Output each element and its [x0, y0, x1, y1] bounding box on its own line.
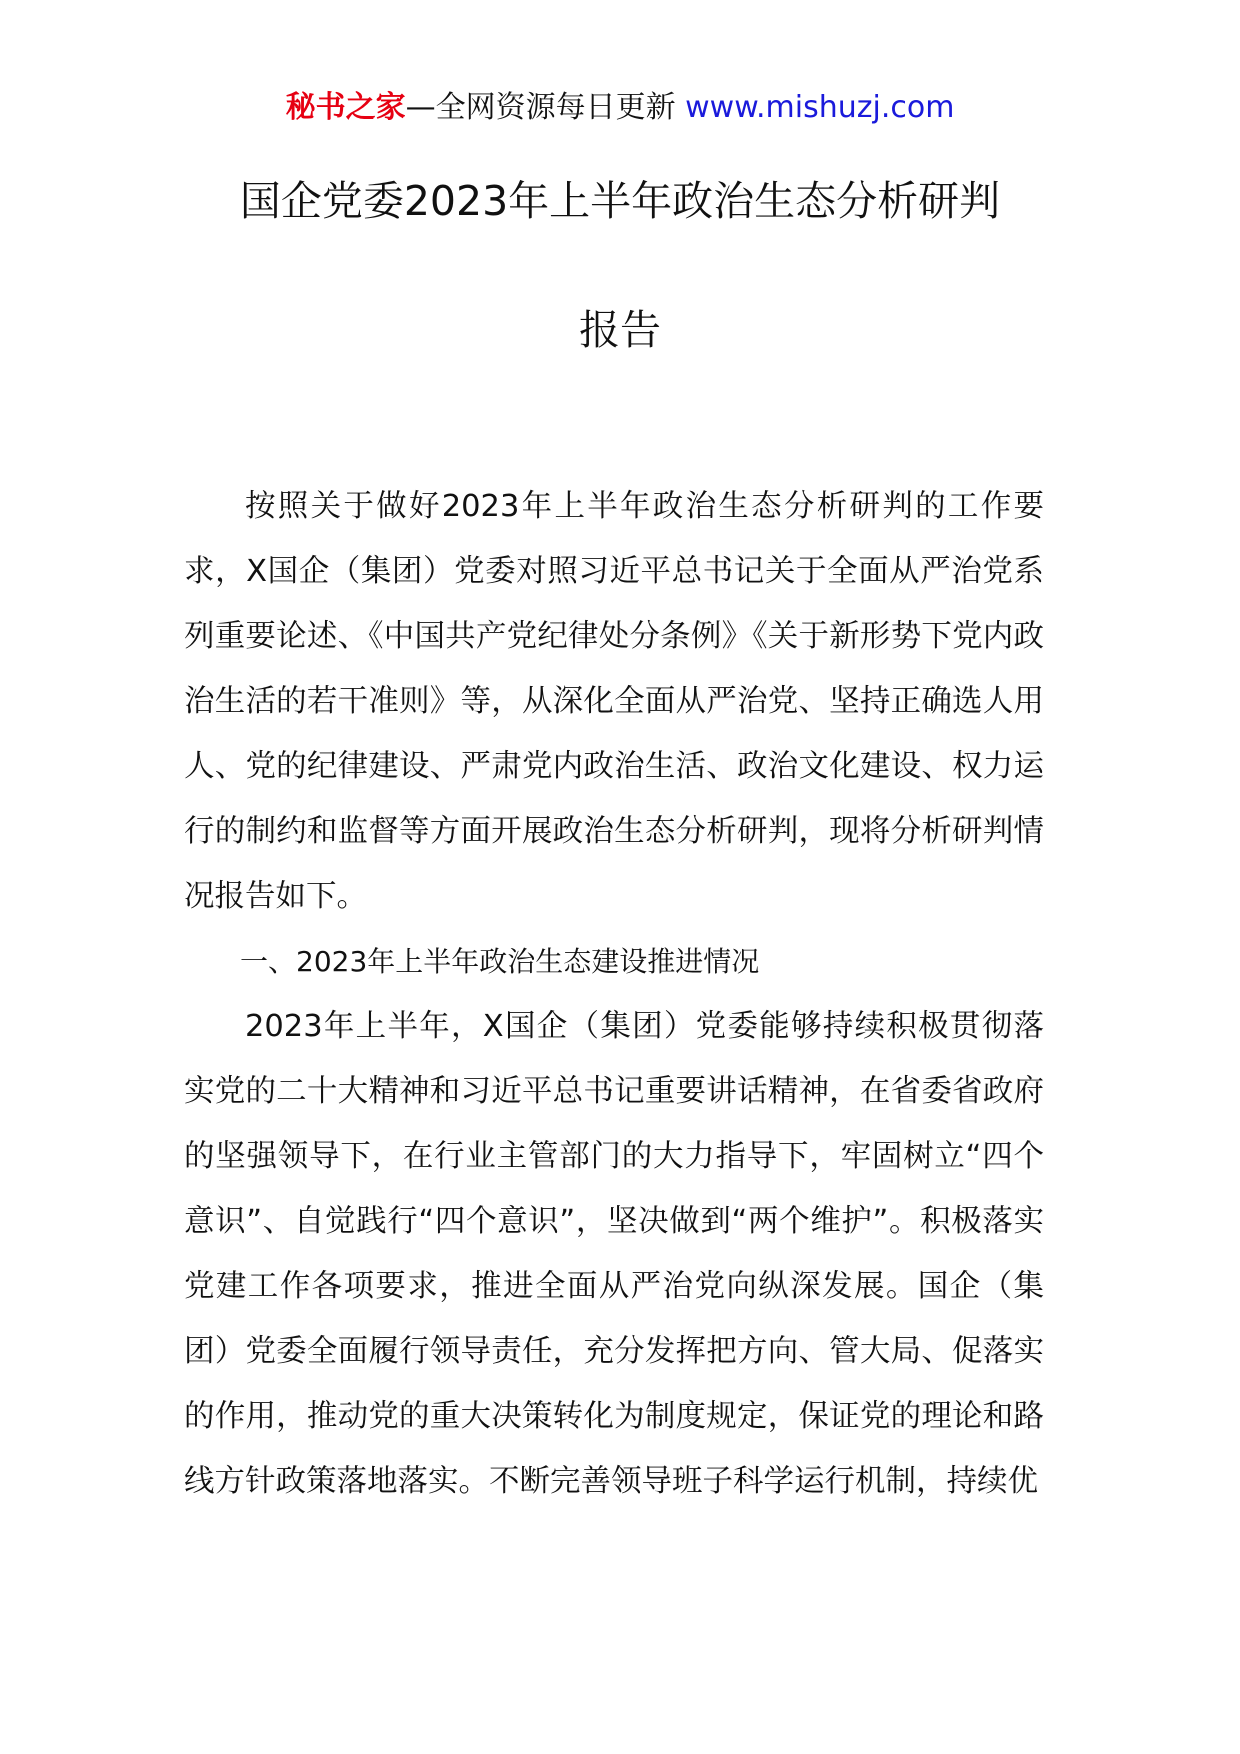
site-url-link[interactable]: www.mishuzj.com — [685, 90, 955, 125]
header-tagline: —全网资源每日更新 — [405, 90, 676, 125]
section-heading: 一、2023年上半年政治生态建设推进情况 — [240, 945, 760, 978]
intro-paragraph: 按照关于做好2023年上半年政治生态分析研判的工作要求，X国企（集团）党委对照习近平总书记关于全面从严治党系列重要论述、《中国共产党纪律处分条例》《关于新形势下党内政治生活的若干准则》等，从深化全面从严治党、坚持正确选人用人、党的纪律建设、严肃党内政治生活、政治文化建设、权力运行的制约和监督等方面开展政治生态分析研判，现将分析研判情况报告如下。 — [184, 489, 1044, 914]
document-body — [184, 474, 1044, 1514]
section-paragraph: 2023年上半年，X国企（集团）党委能够持续积极贯彻落实党的二十大精神和习近平总书记重要讲话精神，在省委省政府的坚强领导下，在行业主管部门的大力指导下，牢固树立“四个意识”、自觉践行“四个意识”，坚决做到“两个维护”。积极落实党建工作各项要求，推进全面从严治党向纵深发展。国企（集团）党委全面履行领导责任，充分发挥把方向、管大局、促落实的作用，推动党的重大决策转化为制度规定，保证党的理论和路线方针政策落地落实。不断完善领导班子科学运行机制，持续优 — [184, 1009, 1044, 1499]
document-title-line-1: 国企党委2023年上半年政治生态分析研判 — [239, 177, 1001, 225]
site-header — [0, 88, 1240, 128]
document-title-line-2: 报告 — [579, 306, 661, 354]
brand-name: 秘书之家 — [285, 90, 406, 125]
